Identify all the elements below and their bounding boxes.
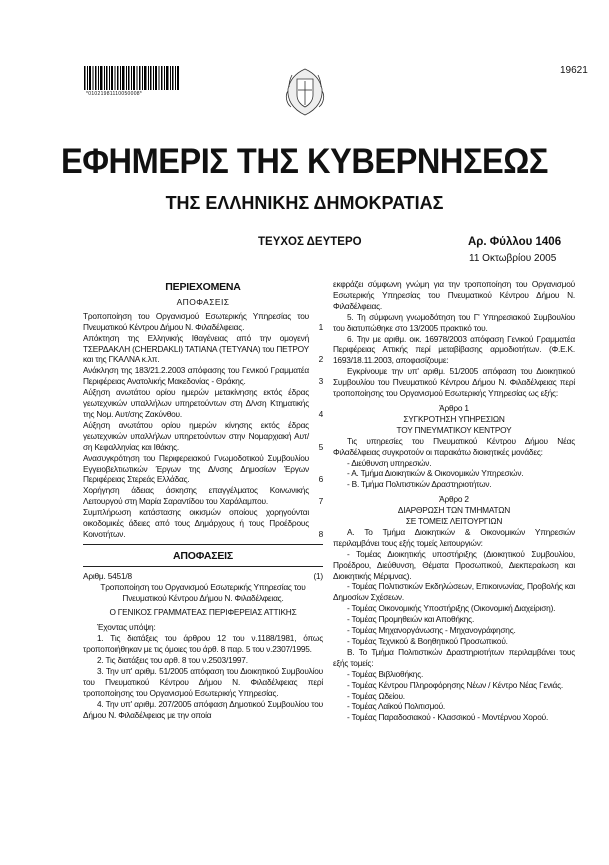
article-title: ΣΕ ΤΟΜΕΙΣ ΛΕΙΤΟΥΡΓΙΩΝ xyxy=(405,516,503,527)
paragraph: Α. Το Τμήμα Διοικητικών & Οικονομικών Υπηρεσιών περιλαμβάνει τους εξής τομείς λειτουργιών: xyxy=(333,526,575,548)
toc-item[interactable] xyxy=(83,387,323,420)
decisions-heading: ΑΠΟΦΑΣΕΙΣ xyxy=(173,549,233,562)
toc-item[interactable] xyxy=(83,453,323,486)
decision-number: Αριθμ. 5451/8 xyxy=(83,570,132,581)
greek-coat-of-arms-icon xyxy=(282,65,328,119)
list-item: - Α. Τμήμα Διοικητικών & Οικονομικών Υπηρεσιών. xyxy=(347,468,524,479)
list-item: - Τομέας Λαϊκού Πολιτισμού. xyxy=(347,701,446,712)
contents-section: ΑΠΟΦΑΣΕΙΣ xyxy=(176,296,230,307)
decision-authority: Ο ΓΕΝΙΚΟΣ ΓΡΑΜΜΑΤΕΑΣ ΠΕΡΙΦΕΡΕΙΑΣ ΑΤΤΙΚΗΣ xyxy=(109,607,297,618)
toc-item-page: 1 xyxy=(318,321,323,332)
article-title: ΤΟΥ ΠΝΕΥΜΑΤΙΚΟΥ ΚΕΝΤΡΟΥ xyxy=(396,424,512,435)
article-title: ΔΙΑΡΘΡΩΣΗ ΤΩΝ ΤΜΗΜΑΤΩΝ xyxy=(397,505,511,516)
toc-item[interactable] xyxy=(83,485,323,507)
toc-item-text: Συμπλήρωση κατάστασης οικισμών οποίους χορηγούνται οικοδομικές άδειες από τους Δημάρχους ή τους Προέδρους Κοινοτήτων. xyxy=(83,507,309,539)
list-item: - Τομέας Οικονομικής Υποστήριξης (Οικονομική Διαχείριση). xyxy=(347,603,556,614)
article-label: Άρθρο 2 xyxy=(439,494,469,505)
toc-item[interactable] xyxy=(83,311,323,333)
toc-item[interactable] xyxy=(83,365,323,387)
toc-item-page: 3 xyxy=(318,376,323,387)
toc-item[interactable] xyxy=(83,333,323,366)
list-item: - Τομέας Κέντρου Πληροφόρησης Νέων / Κέντρο Νέας Γενιάς. xyxy=(347,679,564,690)
paragraph: 5. Τη σύμφωνη γνωμοδότηση του Γ' Υπηρεσιακού Συμβουλίου του διατυπώθηκε στο 13/2005 πρακτικό του. xyxy=(333,311,575,333)
divider xyxy=(83,544,323,545)
gazette-subtitle: ΤΗΣ ΕΛΛΗΝΙΚΗΣ ΔΗΜΟΚΡΑΤΙΑΣ xyxy=(165,193,444,213)
paragraph: Εγκρίνουμε την υπ' αριθμ. 51/2005 απόφαση του Διοικητικού Συμβουλίου του Πνευματικού Κέντρου Δήμου Ν. Φιλαδέλφειας περί τροποποίησης του Οργανισμού Εσωτερικής Υπηρεσίας ως εξής: xyxy=(333,366,575,399)
issue-series: ΤΕΥΧΟΣ ΔΕΥΤΕΡΟ xyxy=(258,236,362,248)
list-item: - Τομέας Παραδοσιακού - Κλασσικού - Μοντέρνου Χορού. xyxy=(347,712,549,723)
paragraph: 1. Τις διατάξεις του άρθρου 12 του ν.1188/1981, όπως τροποποιήθηκαν με τις όμοιες του άρθ. 8 παρ. 5 του ν.2307/1995. xyxy=(83,633,323,655)
decision-title: Τροποποίηση του Οργανισμού Εσωτερικής Υπηρεσίας του Πνευματικού Κέντρου Δήμου Ν. Φιλαδέλφειας. xyxy=(100,581,306,603)
toc-item-page: 4 xyxy=(318,408,323,419)
toc-item-text: Ανασυγκρότηση του Περιφερειακού Γνωμοδοτικού Συμβουλίου Εγγειοβελτιωτικών Έργων της Δ/νσης Δημοσίων Έργων Περιφέρειας Στερεάς Ελλάδας. xyxy=(83,452,309,485)
paragraph: εκφράζει σύμφωνη γνώμη για την τροποποίηση του Οργανισμού Εσωτερικής Υπηρεσίας του Πνευματικού Κέντρου Δήμου Ν. Φιλαδέλφειας. xyxy=(333,279,575,311)
decision-number-row xyxy=(83,571,323,582)
divider xyxy=(83,566,323,567)
toc-item-text: Απόκτηση της Ελληνικής Ιθαγένειας από την ομογενή ΤΣΕΡΔΑΚΛΗ (CHERDAKLI) ΤΑΤΙΑΝΑ (ΤΕΤΥΑΝΑ) του ΠΕΤΡΟΥ και της ΓΚΑΛΝΑ κ.λπ. xyxy=(83,332,309,365)
paragraph: 6. Την με αριθμ. οικ. 16978/2003 απόφαση Γενικού Γραμματέα Περιφέρειας Αττικής περί μεταβίβασης αρμοδιοτήτων. (Φ.Ε.Κ. 1693/18.11.2003, αποφασίζουμε: xyxy=(333,333,575,366)
toc-item-text: Αύξηση ανωτάτου ορίου ημερών μετακίνησης εκτός έδρας γεωτεχνικών υπαλλήλων υπηρετούντων στη Δ/νση Κτηματικής της Νομ. Αυτ/σης Ζακύνθου. xyxy=(83,387,309,419)
barcode xyxy=(84,66,180,90)
decision-ref: (1) xyxy=(313,570,323,581)
list-item: - Τομέας Προμηθειών και Αποθήκης. xyxy=(347,614,475,625)
toc-item-text: Αύξηση ανωτάτου ορίου ημερών κίνησης εκτός έδρας γεωτεχνικών υπαλλήλων υπηρετούντων στην Νομαρχιακή Αυτ/ση Κεφαλληνίας και Ιθάκης. xyxy=(83,419,309,452)
list-item: - Τομέας Μηχανοργάνωσης - Μηχανογράφησης. xyxy=(347,625,516,636)
toc-item[interactable] xyxy=(83,420,323,453)
toc-item-text: Χορήγηση άδειας άσκησης επαγγέλματος Κοινωνικής Λειτουργού στη Μαρία Σαραντίδου του Χαράλαμπου. xyxy=(83,485,309,507)
toc-item-page: 2 xyxy=(318,354,323,365)
paragraph: Τις υπηρεσίες του Πνευματικού Κέντρου Δήμου Νέας Φιλαδέλφειας συγκροτούν οι παρακάτω διοικητικές μονάδες: xyxy=(333,435,575,457)
toc-item-page: 7 xyxy=(318,496,323,507)
sheet-number: Αρ. Φύλλου 1406 xyxy=(468,236,562,248)
paragraph: Β. Το Τμήμα Πολιτιστικών Δραστηριοτήτων περιλαμβάνει τους εξής τομείς: xyxy=(333,646,575,668)
issue-date: 11 Οκτωβρίου 2005 xyxy=(469,253,557,264)
toc-item[interactable] xyxy=(83,507,323,540)
paragraph: 2. Τις διατάξεις του αρθ. 8 του ν.2503/1997. xyxy=(97,655,248,666)
toc-item-page: 5 xyxy=(318,441,323,452)
having-regard: Έχοντας υπόψη: xyxy=(97,622,156,633)
list-item: - Τομέας Πολιτιστικών Εκδηλώσεων, Επικοινωνίας, Προβολής και Δημοσίων Σχέσεων. xyxy=(333,581,575,603)
gazette-title: ΕΦΗΜΕΡΙΣ ΤΗΣ ΚΥΒΕΡΝΗΣΕΩΣ xyxy=(61,142,548,181)
right-column xyxy=(333,279,575,723)
toc-item-page: 8 xyxy=(318,528,323,539)
toc-item-text: Τροποποίηση του Οργανισμού Εσωτερικής Υπηρεσίας του Πνευματικού Κέντρου Δήμου Ν. Φιλαδέλφειας. xyxy=(83,310,309,332)
list-item: - Τομέας Βιβλιοθήκης. xyxy=(347,668,424,679)
barcode-number: *01021981110050008* xyxy=(86,91,143,97)
list-item: - Τομέας Διοικητικής υποστήριξης (Διοικητικού Συμβουλίου, Προέδρου, Διεύθυνση, Θέματα Προσωπικού, Διεκπεραίωση και Διοικητικής Μέριμνας). xyxy=(333,548,575,581)
left-column xyxy=(83,280,323,721)
article-title: ΣΥΓΚΡΟΤΗΣΗ ΥΠΗΡΕΣΙΩΝ xyxy=(403,413,505,424)
list-item: - Τομέας Τεχνικού & Βοηθητικού Προσωπικού. xyxy=(347,636,508,646)
contents-heading: ΠΕΡΙΕΧΟΜΕΝΑ xyxy=(165,281,241,293)
page-number: 19621 xyxy=(560,65,588,76)
list-item: - Β. Τμήμα Πολιτιστικών Δραστηριοτήτων. xyxy=(347,479,492,490)
paragraph: 4. Την υπ' αριθμ. 207/2005 απόφαση Δημοτικού Συμβουλίου του Δήμου Ν. Φιλαδέλφειας με την οποία xyxy=(83,698,323,720)
paragraph: 3. Την υπ' αριθμ. 51/2005 απόφαση του Διοικητικού Συμβουλίου του Πνευματικού Κέντρου Δήμου Ν. Φιλαδέλφειας περί τροποποίησης του Οργανισμού Εσωτερικής Υπηρεσίας. xyxy=(83,666,323,698)
toc-item-page: 6 xyxy=(318,474,323,485)
article-label: Άρθρο 1 xyxy=(439,402,469,413)
list-item: - Διεύθυνση υπηρεσιών. xyxy=(347,457,432,468)
toc-item-text: Ανάκληση της 183/21.2.2003 απόφασης του Γενικού Γραμματέα Περιφέρειας Ανατολικής Μακεδονίας - Θράκης. xyxy=(83,365,309,387)
list-item: - Τομέας Ωδείου. xyxy=(347,690,405,701)
